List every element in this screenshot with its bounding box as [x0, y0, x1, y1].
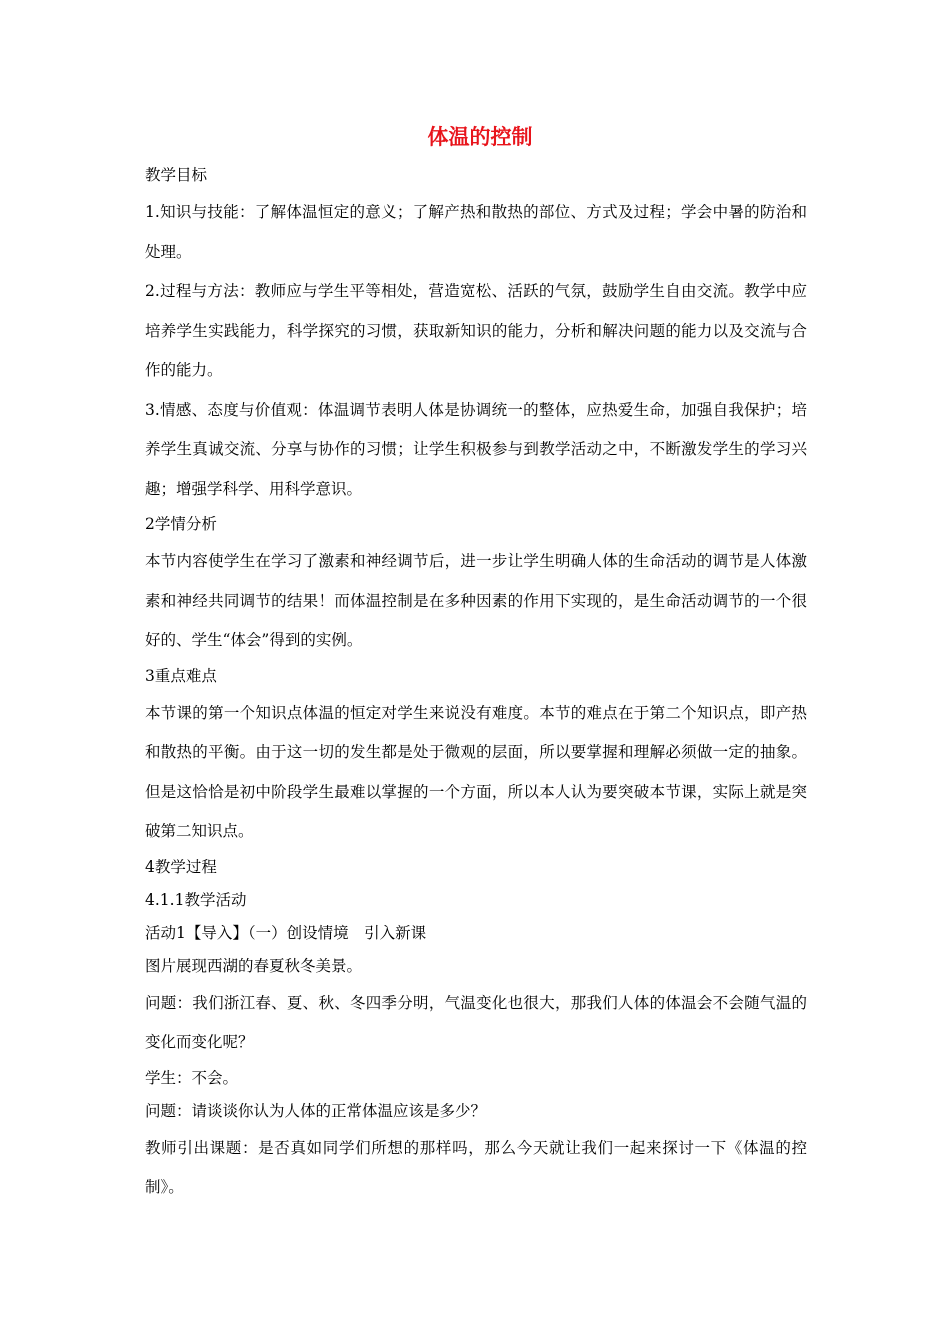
- subsection-heading-activities: 4.1.1教学活动: [145, 890, 247, 909]
- section-heading-key-points: 3重点难点: [145, 666, 217, 685]
- section-heading-objectives: 教学目标: [145, 166, 208, 184]
- paragraph-key-points: 本节课的第一个知识点体温的恒定对学生来说没有难度。本节的难点在于第二个知识点，即产热和散热的平衡。由于这一切的发生都是处于微观的层面，所以要掌握和理解必须做一定的抽象。但是这恰恰是初中阶段学生最难以掌握的一个方面，所以本人认为要突破本节课，实际上就是突破第二知识点。: [145, 703, 807, 840]
- paragraph-question-1: 问题：我们浙江春、夏、秋、冬四季分明，气温变化也很大，那我们人体的体温会不会随气温的变化而变化呢？: [145, 993, 807, 1051]
- paragraph-images: 图片展现西湖的春夏秋冬美景。: [145, 956, 363, 975]
- document-title: 体温的控制: [427, 125, 533, 149]
- document-page: [145, 118, 807, 1208]
- paragraph-objective-2: 2.过程与方法：教师应与学生平等相处，营造宽松、活跃的气氛，鼓励学生自由交流。教学中应培养学生实践能力，科学探究的习惯，获取新知识的能力，分析和解决问题的能力以及交流与合作的能力。: [145, 282, 807, 379]
- paragraph-objective-3: 3.情感、态度与价值观：体温调节表明人体是协调统一的整体，应热爱生命，加强自我保护；培养学生真诚交流、分享与协作的习惯；让学生积极参与到教学活动之中，不断激发学生的学习兴趣；增强学科学、用科学意识。: [145, 400, 807, 498]
- section-heading-process: 4教学过程: [145, 857, 217, 876]
- paragraph-objective-1: 1.知识与技能：了解体温恒定的意义；了解产热和散热的部位、方式及过程；学会中暑的防治和处理。: [145, 203, 807, 261]
- section-heading-analysis: 2学情分析: [145, 515, 217, 533]
- paragraph-student-answer: 学生：不会。: [145, 1068, 239, 1087]
- paragraph-analysis: 本节内容使学生在学习了激素和神经调节后，进一步让学生明确人体的生命活动的调节是人体激素和神经共同调节的结果！而体温控制是在多种因素的作用下实现的，是生命活动调节的一个很好的、学生“体会”得到的实例。: [145, 552, 807, 649]
- paragraph-teacher-intro: 教师引出课题：是否真如同学们所想的那样吗，那么今天就让我们一起来探讨一下《体温的控制》。: [145, 1138, 807, 1196]
- activity-heading: 活动1【导入】（一）创设情境 引入新课: [145, 923, 427, 942]
- paragraph-question-2: 问题：请谈谈你认为人体的正常体温应该是多少？: [145, 1101, 487, 1120]
